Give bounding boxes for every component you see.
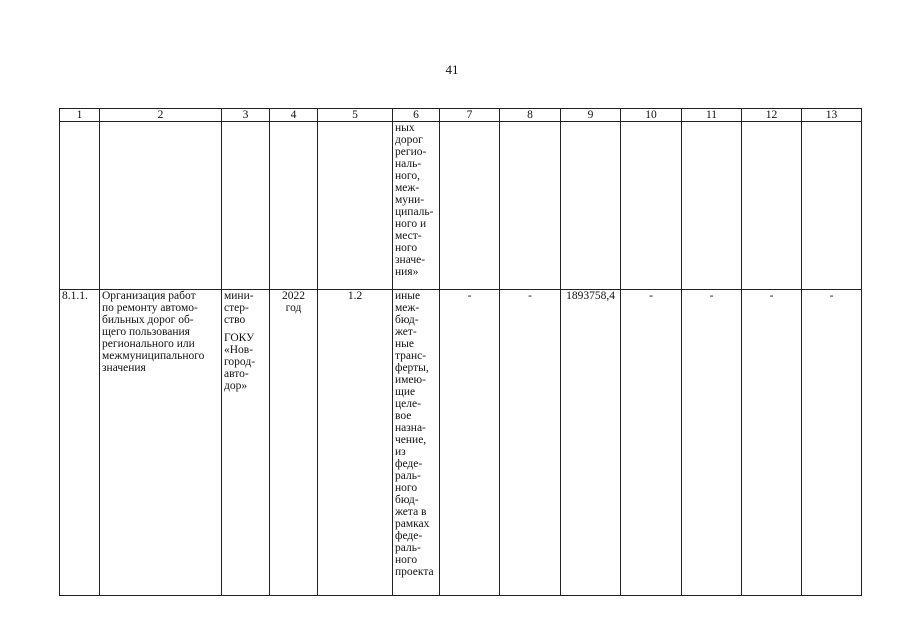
column-header-4: 4 <box>270 109 318 122</box>
column-header-3: 3 <box>222 109 270 122</box>
cell-col11: - <box>682 290 742 596</box>
header-row <box>60 109 862 122</box>
column-header-9: 9 <box>561 109 621 122</box>
cell-col8: - <box>500 290 561 596</box>
cell-col11 <box>682 122 742 290</box>
column-header-11: 11 <box>682 109 742 122</box>
cell-col12 <box>742 122 802 290</box>
column-header-5: 5 <box>318 109 393 122</box>
column-header-1: 1 <box>60 109 100 122</box>
cell-target-code <box>318 122 393 290</box>
cell-target-code: 1.2 <box>318 290 393 596</box>
cell-activity <box>100 122 222 290</box>
cell-col13: - <box>802 290 862 596</box>
executor-agency: ГОКУ «Нов- город- авто- дор» <box>224 332 256 392</box>
cell-activity: Организация работ по ремонту автомо- бильных дорог об- щего пользования регионального или межмуниципального значения <box>100 290 222 596</box>
cell-funding-source: иные меж- бюд- жет- ные транс- ферты, имею- щие целе- вое назна- чение, из феде- раль- ного бюд- жета в рамках феде- раль- ного проекта <box>393 290 440 596</box>
cell-number: 8.1.1. <box>60 290 100 596</box>
table-row <box>60 290 862 596</box>
executor-ministry: мини- стер- ство <box>224 290 254 326</box>
cell-year <box>270 122 318 290</box>
cell-col8 <box>500 122 561 290</box>
cell-col13 <box>802 122 862 290</box>
cell-col10 <box>621 122 682 290</box>
page-number: 41 <box>445 62 459 77</box>
cell-col9 <box>561 122 621 290</box>
table-row <box>60 122 862 290</box>
cell-year: 2022 год <box>270 290 318 596</box>
column-header-6: 6 <box>393 109 440 122</box>
cell-funding-source: ных дорог регио- наль- ного, меж- муни- ципаль- ного и мест- ного значе- ния» <box>393 122 440 290</box>
column-header-7: 7 <box>440 109 500 122</box>
cell-number <box>60 122 100 290</box>
cell-executor <box>222 122 270 290</box>
cell-executor <box>222 290 270 596</box>
cell-col7 <box>440 122 500 290</box>
column-header-8: 8 <box>500 109 561 122</box>
cell-col10: - <box>621 290 682 596</box>
cell-col7: - <box>440 290 500 596</box>
data-table <box>59 108 862 596</box>
column-header-10: 10 <box>621 109 682 122</box>
column-header-13: 13 <box>802 109 862 122</box>
cell-col12: - <box>742 290 802 596</box>
cell-col9: 1893758,4 <box>561 290 621 596</box>
column-header-2: 2 <box>100 109 222 122</box>
column-header-12: 12 <box>742 109 802 122</box>
